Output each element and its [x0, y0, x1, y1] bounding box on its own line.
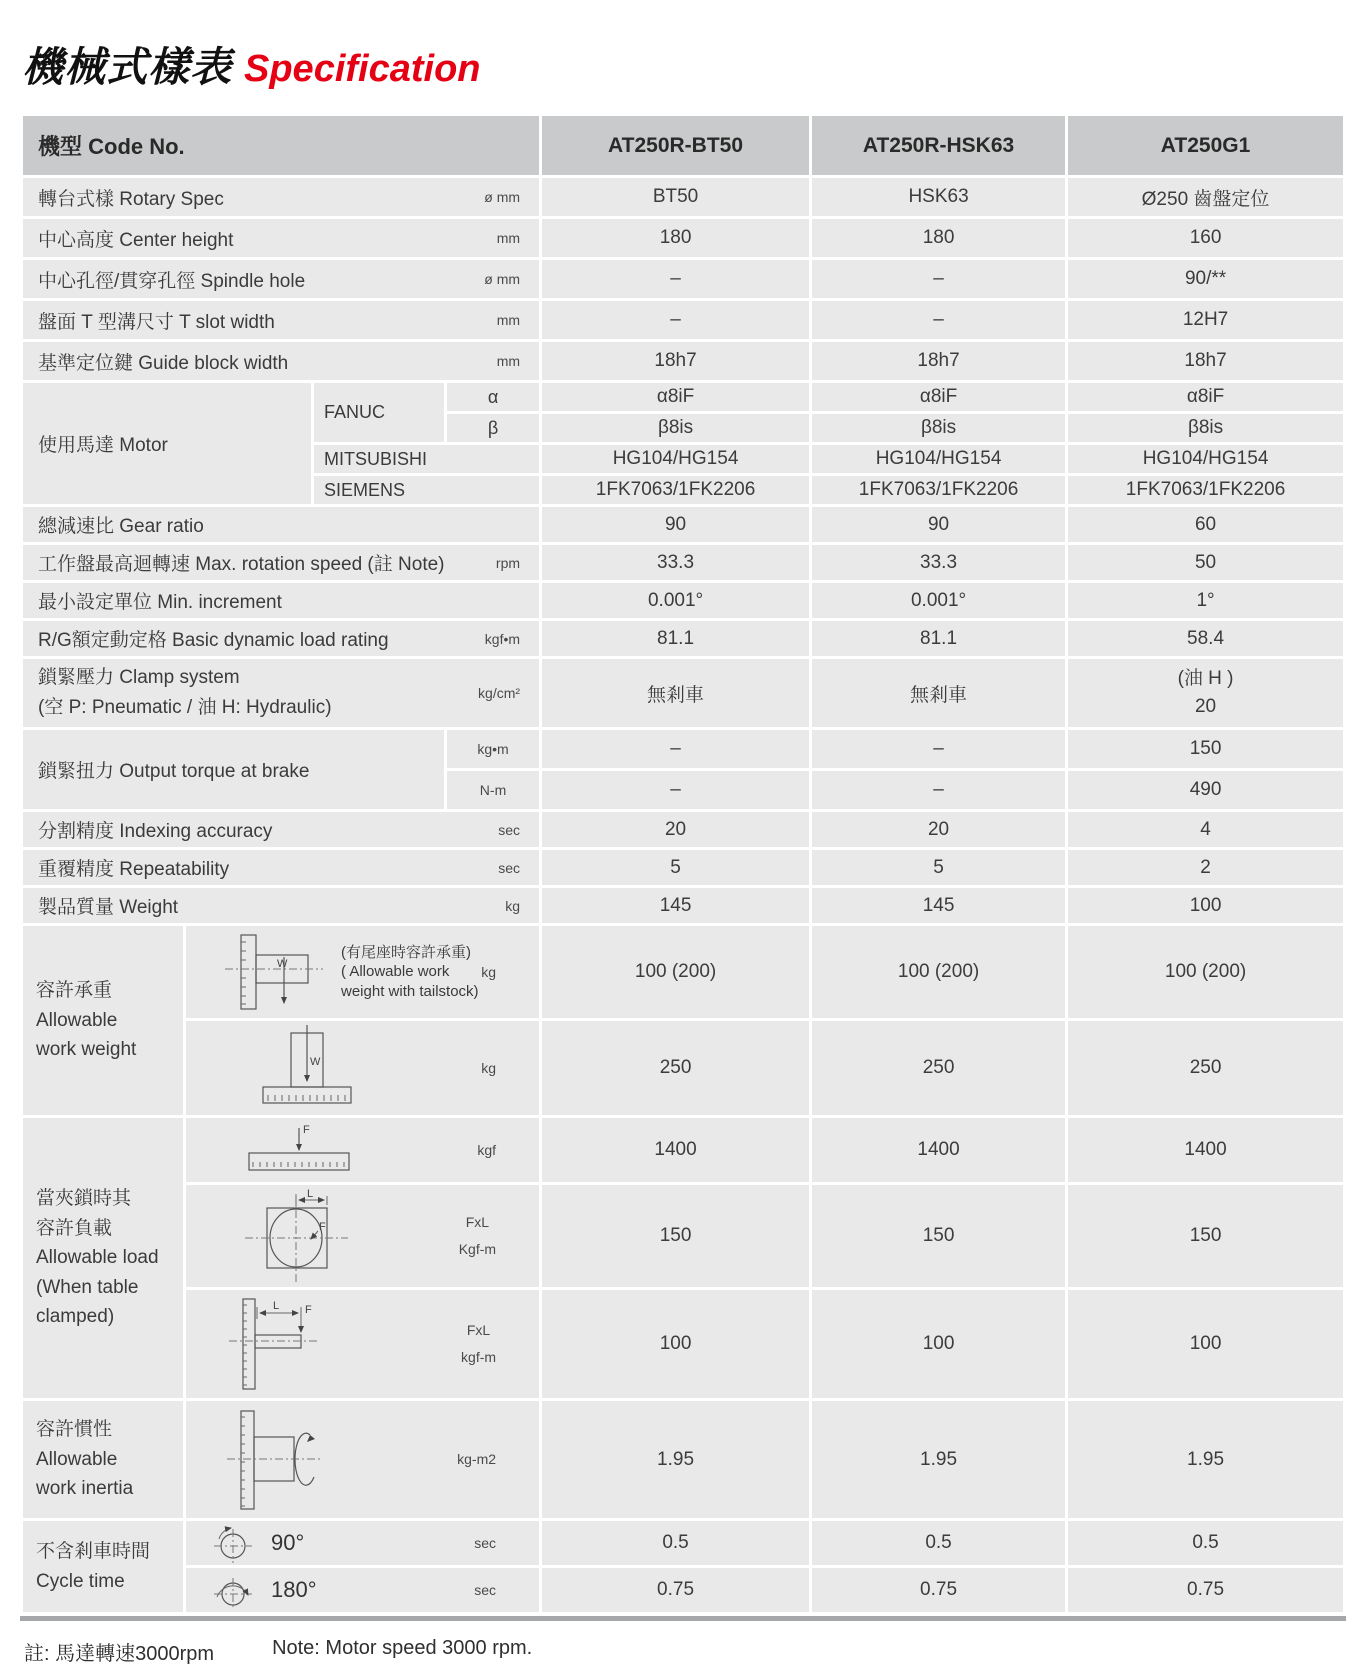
- value-cell: 1400: [1068, 1118, 1343, 1182]
- clamp-label: [24, 663, 332, 724]
- value-cell: 250: [1068, 1021, 1343, 1115]
- value-cell: 150: [812, 1185, 1065, 1287]
- group-label-line: Allowable: [36, 1009, 118, 1031]
- value-cell: 100 (200): [812, 926, 1065, 1018]
- value-cell: 12H7: [1068, 301, 1343, 339]
- row-indexing-accuracy: [23, 812, 1343, 847]
- motor-brand-mitsubishi: MITSUBISHI: [314, 445, 539, 473]
- row-unit: ø mm: [484, 271, 521, 287]
- value-cell: –: [812, 771, 1065, 809]
- row-guide-block: [23, 342, 1343, 380]
- work-weight-group-cell: [23, 926, 183, 1115]
- row-rotary-spec: [23, 178, 1343, 216]
- clamp-value-line2: 20: [1194, 696, 1217, 717]
- value-cell: 1FK7063/1FK2206: [542, 476, 809, 504]
- group-label-line: clamped): [36, 1306, 115, 1328]
- value-cell: 81.1: [542, 621, 809, 656]
- group-label-line: 當夾鎖時其: [36, 1188, 132, 1210]
- row-label: R/G額定動定格 Basic dynamic load rating: [38, 630, 389, 651]
- clamp-label-line1: 鎖緊壓力 Clamp system: [38, 666, 240, 688]
- row-label: 工作盤最高迴轉速 Max. rotation speed (註 Note): [38, 554, 445, 575]
- group-label-line: 容許承重: [36, 980, 113, 1002]
- motor-group-label-cell: [23, 383, 311, 504]
- row-spindle-hole: [23, 260, 1343, 298]
- value-cell: 1.95: [542, 1401, 809, 1518]
- row-center-height: [23, 219, 1343, 257]
- clamp-label-line2: (空 P: Pneumatic / 油 H: Hydraulic): [38, 697, 332, 718]
- value-cell: Ø250 齒盤定位: [1068, 178, 1343, 216]
- value-cell: 90: [542, 507, 809, 542]
- value-cell: 180: [812, 219, 1065, 257]
- value-cell: 490: [1068, 771, 1343, 809]
- page-title-zh: 機械式樣表: [22, 44, 232, 90]
- footnote: [24, 1637, 1350, 1666]
- value-cell: 100: [812, 1290, 1065, 1398]
- row-work-weight-vertical: [23, 1021, 1343, 1115]
- row-motor-fanuc-alpha: [23, 383, 1343, 411]
- motor-group-label: 使用馬達 Motor: [38, 435, 168, 456]
- table-header-row: [23, 116, 1343, 175]
- diagram-letter-f: F: [305, 1304, 312, 1316]
- value-cell: 1400: [812, 1118, 1065, 1182]
- row-unit-line2: kgf-m: [461, 1349, 497, 1365]
- row-unit-line2: Kgf-m: [458, 1241, 497, 1257]
- fxl-side-view-diagram: [221, 1293, 331, 1395]
- diagram-cell: [186, 926, 539, 1018]
- value-cell: BT50: [542, 178, 809, 216]
- clamped-load-group-cell: [23, 1118, 183, 1398]
- diagram-letter-l: L: [307, 1188, 314, 1200]
- row-cycle-time-90: [23, 1521, 1343, 1565]
- motor-brand-fanuc: FANUC: [314, 383, 444, 442]
- row-label: 最小設定單位 Min. increment: [38, 592, 282, 613]
- value-cell: –: [542, 730, 809, 768]
- tailstock-note-zh: (有尾座時容許承重): [341, 943, 471, 961]
- row-unit: kgf•m: [484, 630, 521, 647]
- row-weight: [23, 888, 1343, 923]
- value-cell: 81.1: [812, 621, 1065, 656]
- header-model-3: AT250G1: [1068, 116, 1343, 175]
- torque-kgm-unit: kg•m: [447, 730, 539, 768]
- value-cell: 4: [1068, 812, 1343, 847]
- value-cell: 無剎車: [812, 659, 1065, 727]
- row-unit: ø mm: [484, 189, 521, 205]
- value-cell: 100: [1068, 888, 1343, 923]
- footnote-zh: 註: 馬達轉速3000rpm: [24, 1643, 215, 1665]
- header-model-1: AT250R-BT50: [542, 116, 809, 175]
- value-cell: 1400: [542, 1118, 809, 1182]
- value-cell: 180: [542, 219, 809, 257]
- value-cell: 160: [1068, 219, 1343, 257]
- row-label-cell: [23, 812, 539, 847]
- row-label-cell: [23, 888, 539, 923]
- row-unit: sec: [498, 821, 521, 838]
- page-title-en: Specification: [244, 48, 481, 90]
- torque-label-cell: [23, 730, 444, 809]
- value-cell: 20: [812, 812, 1065, 847]
- vertical-work-weight-diagram: [251, 1025, 363, 1111]
- row-unit: kg: [481, 1059, 497, 1076]
- value-cell: 33.3: [542, 545, 809, 580]
- value-cell: 0.5: [542, 1521, 809, 1565]
- group-label-line: (When table: [36, 1276, 139, 1298]
- value-cell: 0.5: [1068, 1521, 1343, 1565]
- row-label: 中心高度 Center height: [38, 229, 234, 251]
- group-label-line: 容許負載: [36, 1217, 113, 1239]
- group-label-line: 容許慣性: [36, 1419, 113, 1441]
- diagram-cell: [186, 1521, 539, 1565]
- value-cell: 1.95: [1068, 1401, 1343, 1518]
- value-cell: 100 (200): [542, 926, 809, 1018]
- torque-label: 鎖緊扭力 Output torque at brake: [38, 761, 310, 782]
- row-cycle-time-180: [23, 1568, 1343, 1612]
- header-code-no-label: 機型 Code No.: [38, 134, 185, 159]
- row-label: 轉台式樣 Rotary Spec: [38, 188, 224, 210]
- row-unit-line1: FxL: [465, 1214, 490, 1231]
- motor-fanuc-beta-label: β: [447, 414, 539, 442]
- row-unit: sec: [474, 1581, 497, 1598]
- row-unit: mm: [496, 230, 521, 246]
- row-label-cell: [23, 621, 539, 656]
- value-cell: –: [812, 260, 1065, 298]
- value-cell: [1068, 659, 1343, 727]
- page-title: [22, 34, 1350, 93]
- row-label: 分割精度 Indexing accuracy: [38, 821, 273, 842]
- value-cell: 2: [1068, 850, 1343, 885]
- value-cell: 0.5: [812, 1521, 1065, 1565]
- inertia-group-cell: [23, 1401, 183, 1518]
- value-cell: 無剎車: [542, 659, 809, 727]
- diagram-cell: [186, 1290, 539, 1398]
- group-label-line: Allowable load: [36, 1247, 159, 1269]
- diagram-letter-w: W: [310, 1056, 321, 1068]
- row-unit-2line: [461, 1317, 538, 1370]
- value-cell: 100: [542, 1290, 809, 1398]
- row-label-cell: [23, 507, 539, 542]
- specification-table: [20, 113, 1346, 1615]
- row-unit: sec: [474, 1534, 497, 1551]
- row-unit: kg/cm²: [478, 685, 521, 701]
- row-label: 重覆精度 Repeatability: [38, 859, 230, 880]
- row-label-cell: [23, 219, 539, 257]
- header-code-no-cell: [23, 116, 539, 175]
- row-label-cell: [23, 583, 539, 618]
- cycle-time-group-cell: [23, 1521, 183, 1612]
- tailstock-note-en1: ( Allowable work: [341, 963, 450, 981]
- value-cell: –: [812, 730, 1065, 768]
- row-gear-ratio: [23, 507, 1343, 542]
- value-cell: 0.75: [542, 1568, 809, 1612]
- row-unit: rpm: [495, 554, 521, 571]
- row-unit: kg-m2: [457, 1451, 497, 1468]
- row-unit: sec: [498, 859, 521, 876]
- row-label: 基準定位鍵 Guide block width: [38, 352, 289, 374]
- footnote-en: Note: Motor speed 3000 rpm.: [272, 1637, 533, 1659]
- row-unit: mm: [496, 353, 521, 369]
- row-repeatability: [23, 850, 1343, 885]
- group-label-line: work weight: [36, 1039, 137, 1061]
- row-clamped-load-fxl-top: [23, 1185, 1343, 1287]
- motor-brand-siemens: SIEMENS: [314, 476, 539, 504]
- value-cell: 60: [1068, 507, 1343, 542]
- value-cell: α8iF: [1068, 383, 1343, 411]
- cycle-time-group-label: [24, 1537, 182, 1596]
- value-cell: 18h7: [542, 342, 809, 380]
- diagram-cell: [186, 1021, 539, 1115]
- row-label-cell: [23, 545, 539, 580]
- diagram-letter-l: L: [273, 1300, 280, 1312]
- row-max-rotation-speed: [23, 545, 1343, 580]
- row-work-inertia: [23, 1401, 1343, 1518]
- value-cell: 50: [1068, 545, 1343, 580]
- row-unit-2line: [459, 1209, 538, 1262]
- value-cell: 18h7: [812, 342, 1065, 380]
- work-weight-group-label: [24, 976, 182, 1064]
- rotate-90-icon: [209, 1522, 257, 1564]
- row-clamp-system: [23, 659, 1343, 727]
- row-label-cell: [23, 659, 539, 727]
- row-unit: kg: [481, 963, 497, 980]
- row-label: 總減速比 Gear ratio: [38, 516, 204, 537]
- value-cell: 58.4: [1068, 621, 1343, 656]
- value-cell: 250: [812, 1021, 1065, 1115]
- value-cell: 5: [542, 850, 809, 885]
- row-label-cell: [23, 850, 539, 885]
- value-cell: HG104/HG154: [812, 445, 1065, 473]
- row-torque-kgm: [23, 730, 1343, 768]
- value-cell: 33.3: [812, 545, 1065, 580]
- value-cell: α8iF: [812, 383, 1065, 411]
- group-label-line: work inertia: [36, 1478, 134, 1500]
- row-unit: mm: [496, 312, 521, 328]
- value-cell: α8iF: [542, 383, 809, 411]
- tailstock-load-diagram: [221, 931, 327, 1013]
- value-cell: –: [812, 301, 1065, 339]
- value-cell: 5: [812, 850, 1065, 885]
- clamped-load-group-label: [24, 1184, 182, 1331]
- table-bottom-border: [20, 1616, 1346, 1621]
- value-cell: HG104/HG154: [1068, 445, 1343, 473]
- diagram-letter-w: W: [277, 958, 288, 970]
- diagram-letter-f: F: [319, 1221, 326, 1233]
- group-label-line: Allowable: [36, 1448, 118, 1470]
- value-cell: HSK63: [812, 178, 1065, 216]
- force-on-table-diagram: [239, 1121, 359, 1179]
- diagram-cell: [186, 1568, 539, 1612]
- row-load-rating: [23, 621, 1343, 656]
- row-t-slot: [23, 301, 1343, 339]
- value-cell: 150: [542, 1185, 809, 1287]
- tailstock-note: [341, 943, 479, 1002]
- value-cell: β8is: [1068, 414, 1343, 442]
- value-cell: 100 (200): [1068, 926, 1343, 1018]
- row-label-cell: [23, 178, 539, 216]
- row-label-cell: [23, 260, 539, 298]
- value-cell: β8is: [542, 414, 809, 442]
- diagram-cell: [186, 1185, 539, 1287]
- motor-fanuc-alpha-label: α: [447, 383, 539, 411]
- row-unit: kg: [505, 897, 521, 914]
- value-cell: 1FK7063/1FK2206: [1068, 476, 1343, 504]
- value-cell: β8is: [812, 414, 1065, 442]
- value-cell: 150: [1068, 730, 1343, 768]
- value-cell: 1°: [1068, 583, 1343, 618]
- row-label: 製品質量 Weight: [38, 897, 179, 918]
- torque-nm-unit: N-m: [447, 771, 539, 809]
- row-unit: kgf: [477, 1141, 497, 1158]
- value-cell: 145: [542, 888, 809, 923]
- value-cell: 0.001°: [542, 583, 809, 618]
- value-cell: 100: [1068, 1290, 1343, 1398]
- row-label-cell: [23, 301, 539, 339]
- value-cell: 1FK7063/1FK2206: [812, 476, 1065, 504]
- inertia-group-label: [24, 1415, 182, 1503]
- diagram-cell: [186, 1118, 539, 1182]
- row-work-weight-tailstock: [23, 926, 1343, 1018]
- row-min-increment: [23, 583, 1343, 618]
- value-cell: 0.75: [812, 1568, 1065, 1612]
- value-cell: 250: [542, 1021, 809, 1115]
- fxl-top-view-diagram: [239, 1188, 354, 1284]
- value-cell: 90/**: [1068, 260, 1343, 298]
- cycle-angle-180: 180°: [271, 1577, 317, 1602]
- clamp-value-line1: (油 H ): [1177, 667, 1234, 689]
- value-cell: 1.95: [812, 1401, 1065, 1518]
- tailstock-note-en2: weight with tailstock): [341, 982, 479, 1000]
- rotate-180-icon: [209, 1569, 257, 1611]
- row-label: 盤面 T 型溝尺寸 T slot width: [38, 311, 275, 333]
- row-label: 中心孔徑/貫穿孔徑 Spindle hole: [38, 270, 306, 292]
- value-cell: –: [542, 301, 809, 339]
- header-model-2: AT250R-HSK63: [812, 116, 1065, 175]
- value-cell: –: [542, 771, 809, 809]
- row-label-cell: [23, 342, 539, 380]
- value-cell: HG104/HG154: [542, 445, 809, 473]
- row-clamped-load-force: [23, 1118, 1343, 1182]
- row-clamped-load-fxl-side: [23, 1290, 1343, 1398]
- value-cell: 90: [812, 507, 1065, 542]
- diagram-letter-f: F: [303, 1124, 310, 1136]
- cycle-angle-90: 90°: [271, 1530, 305, 1555]
- row-unit-line1: FxL: [466, 1322, 491, 1339]
- value-cell: 0.75: [1068, 1568, 1343, 1612]
- group-label-line: Cycle time: [36, 1570, 125, 1592]
- value-cell: 18h7: [1068, 342, 1343, 380]
- value-cell: 145: [812, 888, 1065, 923]
- value-cell: 0.001°: [812, 583, 1065, 618]
- work-inertia-diagram: [221, 1407, 331, 1513]
- value-cell: –: [542, 260, 809, 298]
- value-cell: 150: [1068, 1185, 1343, 1287]
- diagram-cell: [186, 1401, 539, 1518]
- value-cell: 20: [542, 812, 809, 847]
- group-label-line: 不含剎車時間: [36, 1541, 151, 1563]
